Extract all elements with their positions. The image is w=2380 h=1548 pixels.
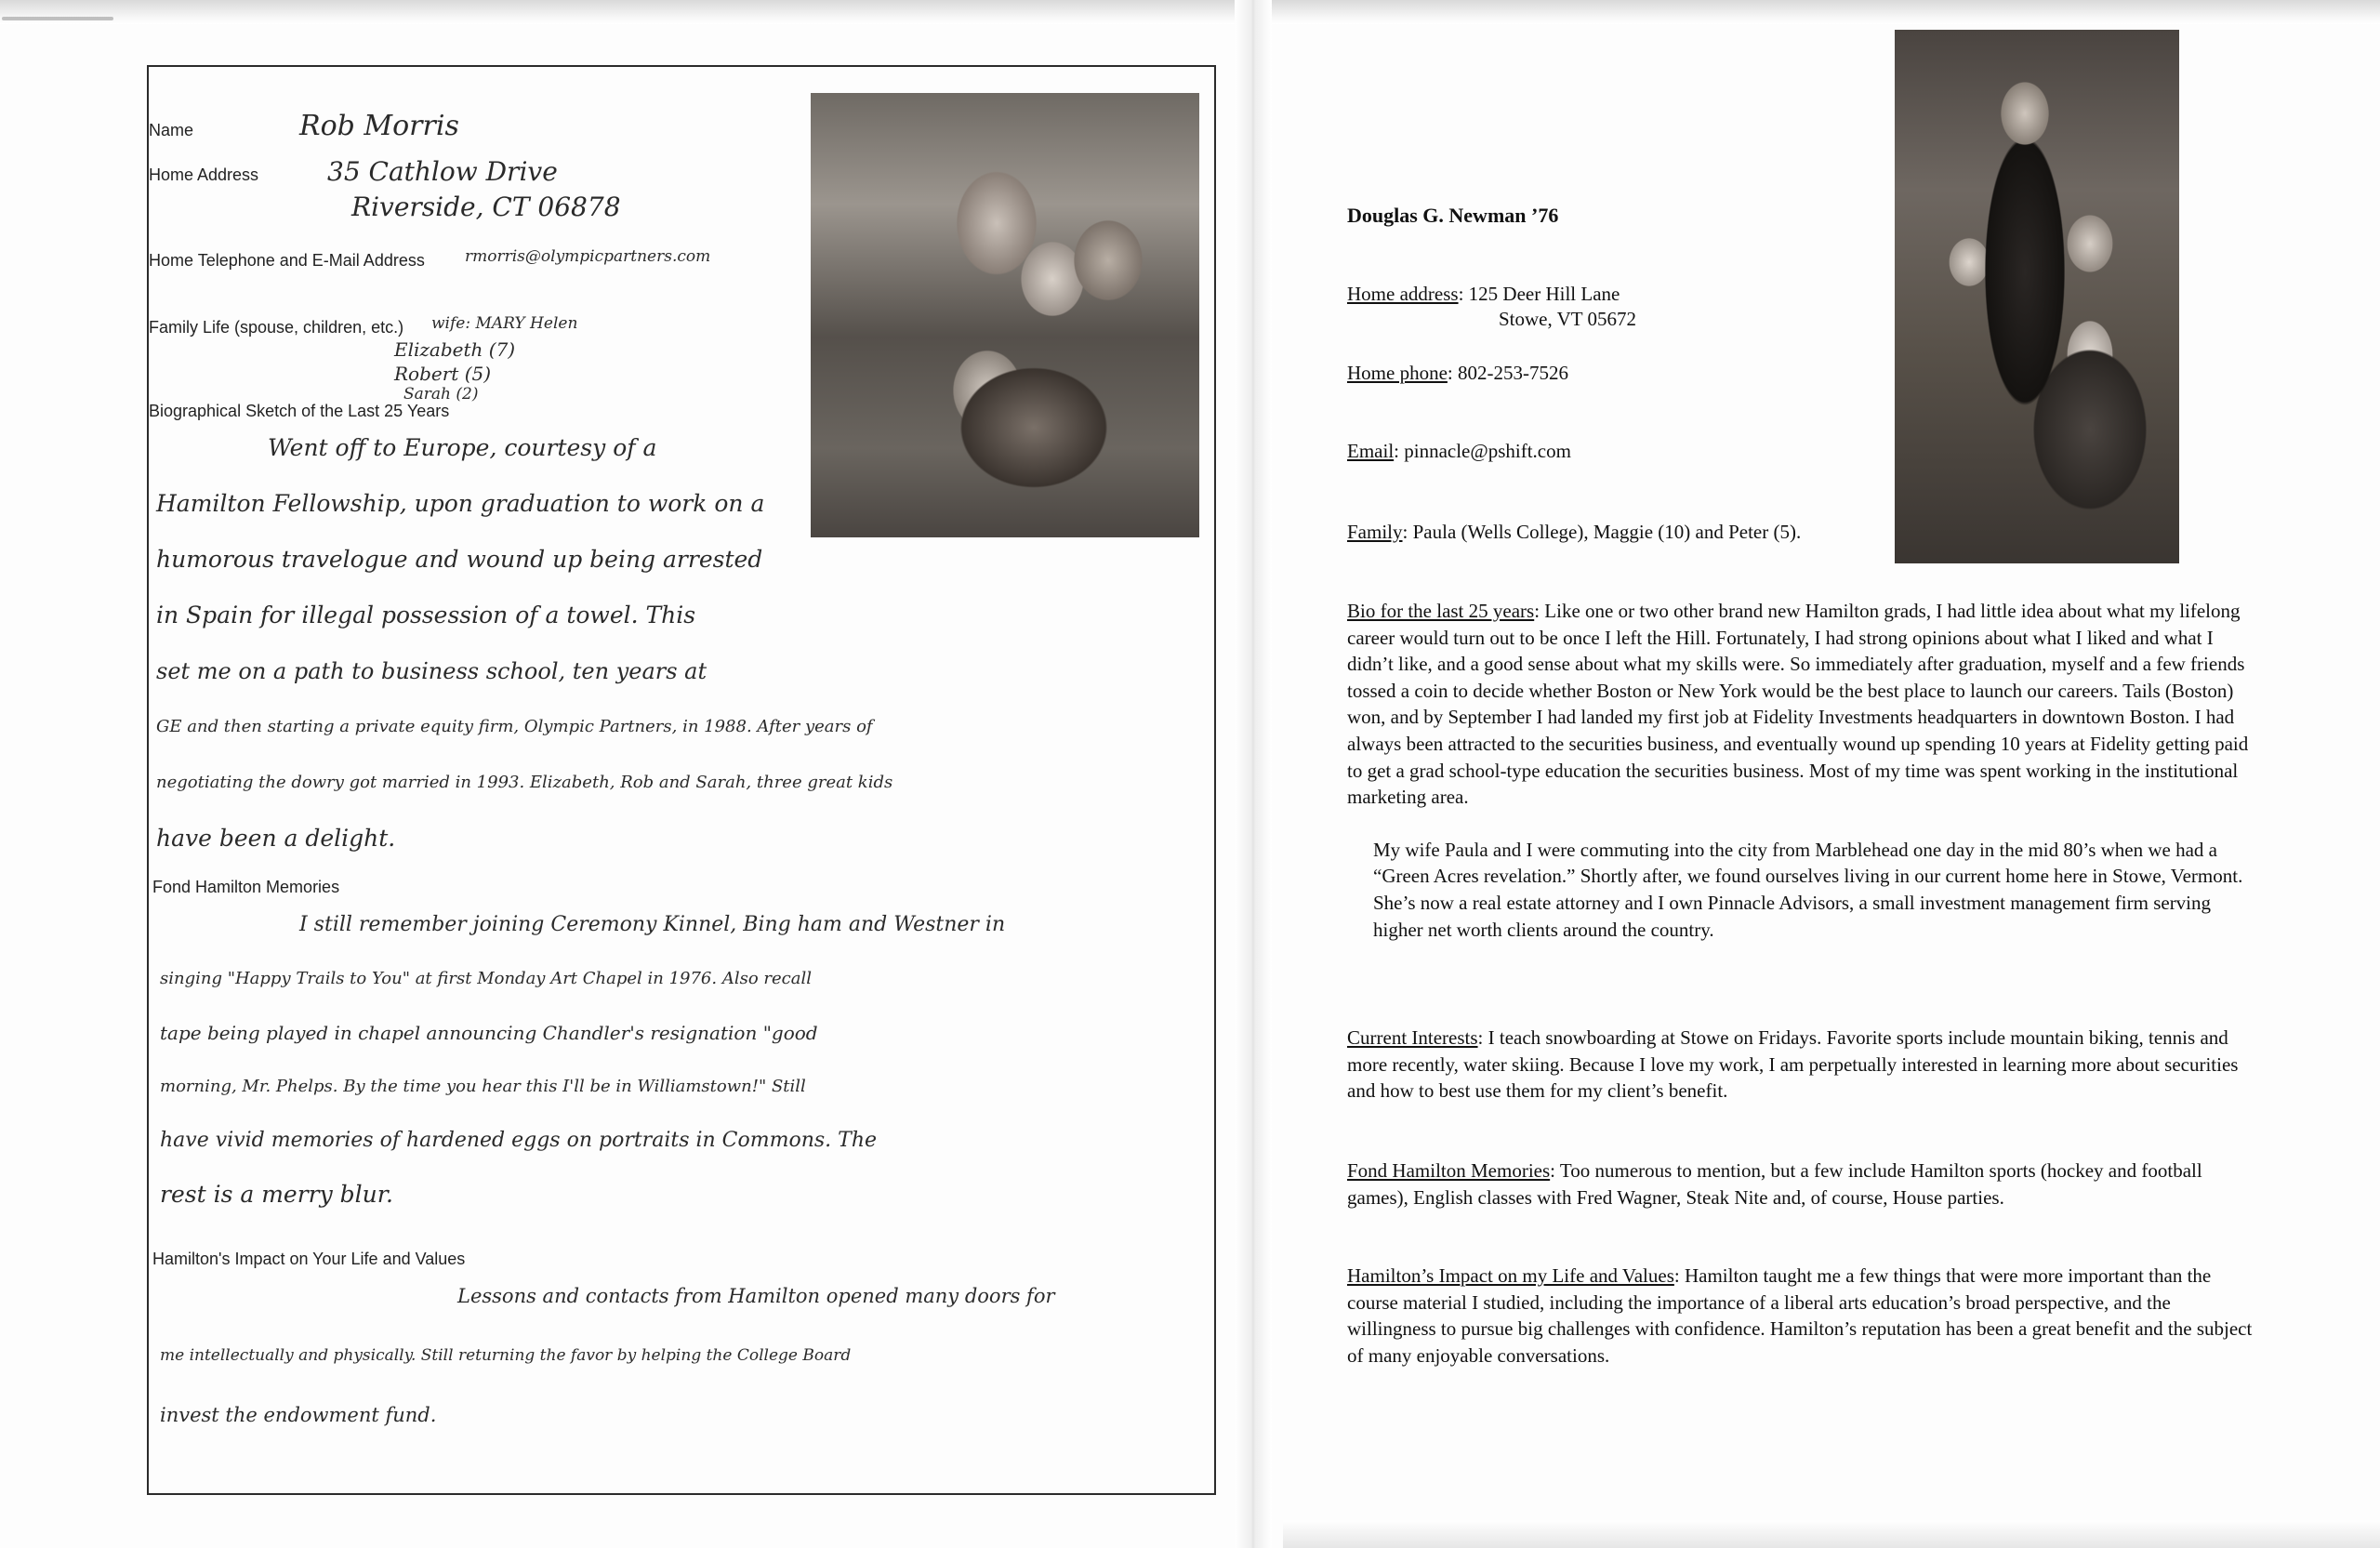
- family-row: Family: Paula (Wells College), Maggie (10) and Peter (5).: [1347, 521, 1802, 543]
- interests-section: Current Interests: I teach snowboarding at Stowe on Fridays. Favorite sports include mountain biking, tennis and more recently, water skiing. Because I love my work, I am perpetually interested in learning more about securities and how to best use them for my client’s benefit.: [1347, 1026, 2239, 1103]
- page-bottom-edge: [1283, 1520, 2380, 1548]
- hw-impact: [160, 1266, 1055, 1445]
- hw-bio-line: have been a delight.: [156, 825, 396, 852]
- home-address-line2: Stowe, VT 05672: [1499, 308, 1636, 330]
- hw-bio-line: GE and then starting a private equity firm, Olympic Partners, in 1988. After years of: [156, 717, 873, 736]
- bio-paragraph-2: My wife Paula and I were commuting into the city from Marblehead one day in the mid 80’s when we had a “Green Acres revelation.” Shortly after, we found ourselves living in our current home here in Stowe, Vermont. She’s now a real estate attorney and I own Pinnacle Advisors, a small investment management firm serving higher net worth clients around the country.: [1373, 838, 2243, 941]
- hw-memory-line: have vivid memories of hardened eggs on portraits in Commons. The: [160, 1129, 878, 1152]
- hw-bio-line: Went off to Europe, courtesy of a: [268, 434, 657, 461]
- hw-name: Rob Morris: [299, 110, 459, 142]
- memories-section: Fond Hamilton Memories: Too numerous to mention, but a few include Hamilton sports (hockey and football games), English classes with Fred Wagner, Steak Nite and, of course, House parties.: [1347, 1159, 2202, 1209]
- hw-bio-line: in Spain for illegal possession of a towel. This: [156, 602, 696, 628]
- bio-section: [1347, 598, 2258, 943]
- hw-bio-line: Hamilton Fellowship, upon graduation to work on a: [156, 490, 765, 517]
- home-address-line1: 125 Deer Hill Lane: [1468, 283, 1620, 305]
- hw-child-3: Sarah (2): [403, 385, 479, 404]
- impact-section: Hamilton’s Impact on my Life and Values: Hamilton taught me a few things that were more important than the course material I studied, including the importance of a liberal arts education’s broad perspective, and the willingness to pursue big challenges with confidence. Hamilton’s reputation has been a great benefit and the subject of many enjoyable conversations.: [1347, 1264, 2253, 1367]
- home-address-row: Home address: 125 Deer Hill Lane: [1347, 283, 1620, 305]
- home-address-label: Home address: [1347, 283, 1459, 305]
- hw-email: rmorris@olympicpartners.com: [465, 247, 711, 266]
- hw-memory-line: tape being played in chapel announcing Chandler's resignation "good: [160, 1022, 818, 1044]
- label-family-life: Family Life (spouse, children, etc.): [149, 318, 404, 337]
- label-home-address: Home Address: [149, 165, 259, 184]
- home-phone-label: Home phone: [1347, 362, 1448, 384]
- label-impact: Hamilton's Impact on Your Life and Values: [152, 1250, 466, 1268]
- family-photo-morris: [811, 93, 1199, 537]
- email-row: Email: pinnacle@pshift.com: [1347, 440, 1571, 462]
- hw-child-1: Elizabeth (7): [394, 338, 516, 361]
- hw-family-wife: wife: MARY Helen: [431, 314, 578, 333]
- label-phone-email: Home Telephone and E-Mail Address: [149, 251, 425, 270]
- hw-address-line1: 35 Cathlow Drive: [327, 156, 558, 187]
- label-name: Name: [149, 121, 194, 139]
- home-phone-value: 802-253-7526: [1458, 362, 1568, 384]
- email-label: Email: [1347, 440, 1395, 462]
- hw-bio-sketch: [156, 420, 892, 867]
- hw-impact-line: me intellectually and physically. Still returning the favor by helping the College Board: [160, 1346, 852, 1365]
- hw-memory-line: morning, Mr. Phelps. By the time you hear this I'll be in Williamstown!" Still: [160, 1077, 806, 1096]
- profile-name: Douglas G. Newman ’76: [1347, 204, 1559, 227]
- label-bio-sketch: Biographical Sketch of the Last 25 Years: [149, 402, 450, 420]
- family-label: Family: [1347, 521, 1403, 543]
- hw-impact-line: invest the endowment fund.: [160, 1404, 437, 1426]
- hw-fond-memories: [160, 898, 1005, 1222]
- hw-memory-line: I still remember joining Ceremony Kinnel, Bing ham and Westner in: [299, 913, 1006, 936]
- bio-paragraph-1: Bio for the last 25 years: Like one or two other brand new Hamilton grads, I had little idea about what my lifelong career would turn out to be once I left the Hill. Fortunately, I had strong opinions about what I liked and what I didn’t like, and a good sense about what my skills were. So immediately after graduation, myself and a few friends tossed a coin to decide whether Boston or New York would be the best place to launch our careers. Tails (Boston) won, and by September I had landed my first job at Fidelity Investments headquarters in downtown Boston. I had always been attracted to the securities business, and eventually wound up spending 10 years at Fidelity getting paid to get a grad school-type education the securities business. Most of my time was spent working in the institutional marketing area.: [1347, 600, 2249, 809]
- hw-address-line2: Riverside, CT 06878: [351, 192, 621, 222]
- hw-child-2: Robert (5): [394, 363, 492, 385]
- hw-bio-line: set me on a path to business school, ten years at: [156, 658, 707, 684]
- impact-label: Hamilton’s Impact on my Life and Values: [1347, 1264, 1674, 1287]
- email-value: pinnacle@pshift.com: [1404, 440, 1571, 462]
- bio-label: Bio for the last 25 years: [1347, 600, 1535, 622]
- hw-memory-line: rest is a merry blur.: [160, 1181, 393, 1208]
- home-phone-row: Home phone: 802-253-7526: [1347, 362, 1568, 384]
- hw-impact-line: Lessons and contacts from Hamilton opened many doors for: [457, 1285, 1055, 1307]
- hw-memory-line: singing "Happy Trails to You" at first Monday Art Chapel in 1976. Also recall: [160, 969, 812, 988]
- book-gutter: [1235, 0, 1272, 1548]
- family-photo-newman: [1895, 30, 2179, 563]
- page-top-edge: [0, 0, 2380, 24]
- label-fond-memories: Fond Hamilton Memories: [152, 878, 340, 896]
- interests-label: Current Interests: [1347, 1026, 1478, 1049]
- memories-label: Fond Hamilton Memories: [1347, 1159, 1551, 1182]
- hw-bio-line: negotiating the dowry got married in 1993. Elizabeth, Rob and Sarah, three great kids: [156, 773, 893, 792]
- scan-mark: [2, 17, 113, 20]
- hw-bio-line: humorous travelogue and wound up being arrested: [156, 546, 763, 573]
- family-value: Paula (Wells College), Maggie (10) and Peter (5).: [1412, 521, 1802, 543]
